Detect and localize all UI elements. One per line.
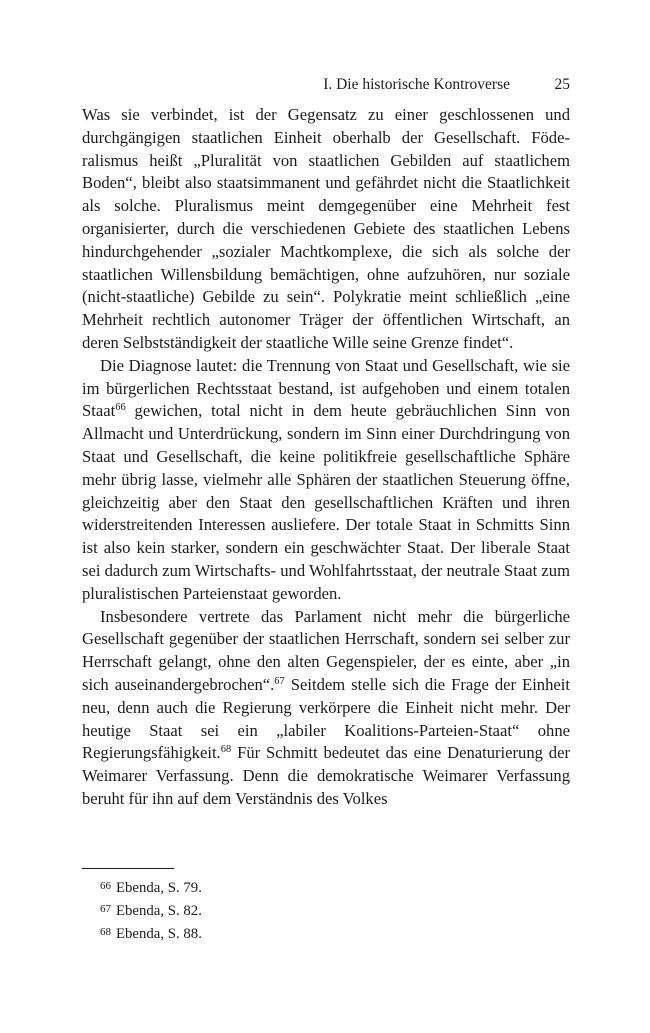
- text-run: Was sie verbindet, ist der Gegensatz zu einer geschlossenen und durchgängigen staatlichen Einheit oberhalb der Gesellschaft. Föderalismus heißt „Pluralität von staatlichen Gebilden auf staatlichem Boden“, bleibt also staatsimmanent und gefährdet nicht die Staatlichkeit als solche. Pluralismus meint demgegenüber eine Mehrheit fest organisierter, durch die verschiedenen Gebiete des staatlichen Lebens hindurchgehender „sozialer Machtkomplexe, die sich als solche der staatlichen Willensbildung bemächtigen, ohne aufzuhören, nur soziale (nicht-staatliche) Gebilde zu sein“. Polykratie meint schließlich „eine Mehrheit rechtlich autonomer Träger der öffentlichen Wirtschaft, an deren Selbstständigkeit der staatliche Wille seine Grenze findet“.: [82, 105, 570, 352]
- footnote: [100, 922, 560, 945]
- footnote-ref: 67: [274, 675, 285, 687]
- footnote-number: 66: [100, 880, 111, 892]
- footnote-divider: [82, 868, 174, 869]
- footnote-ref: 68: [220, 744, 232, 756]
- footnote-number: 68: [100, 926, 111, 938]
- page-number: 25: [554, 76, 570, 93]
- footnote-number: 67: [100, 903, 111, 915]
- text-run: Seitdem stelle sich die Frage der Einheit neu, denn auch die Regierung verkörpere die Einheit nicht mehr. Der heutige Staat sei ein „labiler Koalitions-Parteien-Staat“ ohne Regierungsfähigkeit.: [82, 674, 570, 763]
- paragraph: [82, 355, 570, 606]
- text-run: gewichen, total nicht in dem heute gebräuchlichen Sinn von Allmacht und Unterdrückung, sondern im Sinn einer Durchdringung von Staat und Gesellschaft, die keine politikfreie gesellschaftliche Sphäre mehr übrig lasse, vielmehr alle Sphären der staatlichen Steuerung öffne, gleichzeitig aber den Staat den gesellschaftlichen Kräften und ihren widerstreitenden Interessen ausliefere. Der totale Staat in Schmitts Sinn ist also kein starker, sondern ein geschwächter Staat. Der liberale Staat sei dadurch zum Wirtschafts- und Wohlfahrtsstaat, der neutrale Staat zum pluralistischen Parteienstaat geworden.: [82, 401, 570, 603]
- footnote-text: Ebenda, S. 88.: [116, 926, 202, 942]
- footnote-text: Ebenda, S. 82.: [116, 903, 202, 919]
- text-run: Die Diagnose lautet: die Trennung von Staat und Gesellschaft, wie sie im bürgerlichen Rechtsstaat bestand, ist aufgehoben und einem totalen Staat: [82, 355, 570, 421]
- section-title: I. Die historische Kontroverse: [323, 76, 510, 93]
- text-run: Für Schmitt bedeutet das eine Denaturierung der Weimarer Verfassung. Denn die demokratische Weimarer Verfassung beruht für ihn auf dem Verständnis des Volkes: [82, 743, 570, 808]
- body-text: [82, 104, 570, 811]
- footnote: [100, 899, 560, 922]
- paragraph: [82, 104, 570, 355]
- text-run: Insbesondere vertrete das Parlament nicht mehr die bürgerliche Gesellschaft gegenüber der staatlichen Herrschaft, sondern sei selber zur Herrschaft gelangt, ohne den alten Gegenspieler, der es einte, aber „in sich auseinandergebrochen“.: [82, 606, 570, 694]
- footnote: [100, 876, 560, 899]
- running-head: [82, 74, 570, 96]
- footnotes: [100, 876, 560, 945]
- footnote-text: Ebenda, S. 79.: [116, 880, 202, 896]
- footnote-ref: 66: [115, 402, 126, 414]
- paragraph: [82, 606, 570, 811]
